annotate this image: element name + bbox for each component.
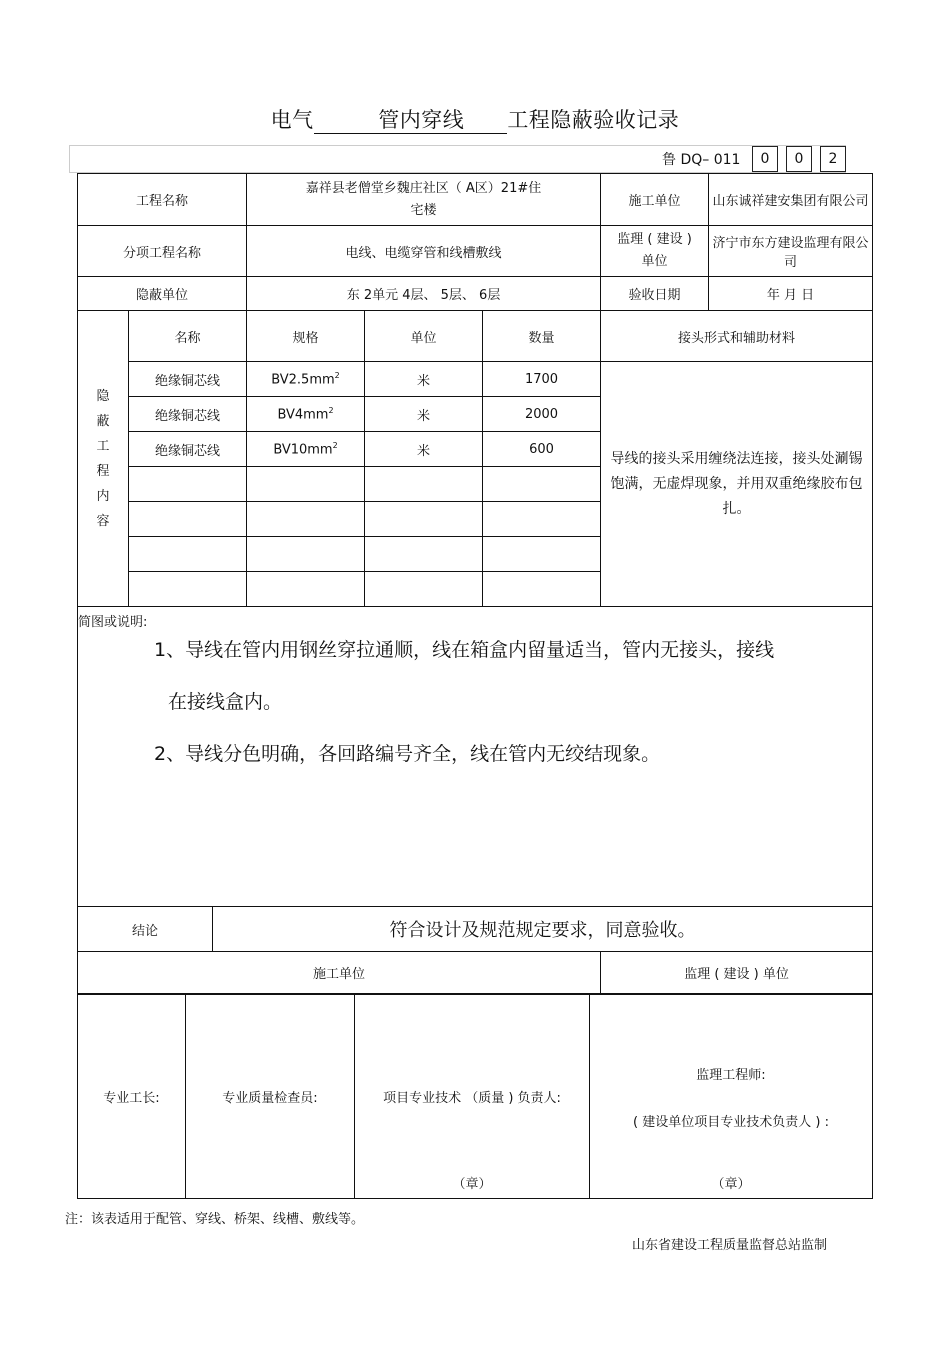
code-box-1: 0 — [752, 146, 778, 172]
empty-cell — [483, 572, 601, 607]
row-2-spec: $BV4mm^2$ — [247, 397, 365, 432]
code-box-3: 2 — [820, 146, 846, 172]
title-prefix: 电气 — [270, 108, 314, 132]
empty-cell — [129, 537, 247, 572]
empty-cell — [247, 572, 365, 607]
header-qty: 数量 — [483, 311, 601, 362]
seal-contractor: （章） — [452, 1177, 492, 1192]
header-joint: 接头形式和辅助材料 — [601, 311, 873, 362]
row-1-name: 绝缘铜芯线 — [129, 362, 247, 397]
joint-description: 导线的接头采用缠绕法连接，接头处涮锡饱满，无虚焊现象，并用双重绝缘胶布包扎。 — [601, 362, 873, 607]
row-3-spec: $BV10mm^2$ — [247, 432, 365, 467]
acceptance-table — [77, 173, 873, 994]
row-1-spec: $BV2.5mm^2$ — [247, 362, 365, 397]
empty-cell — [365, 537, 483, 572]
empty-cell — [365, 572, 483, 607]
supervisor-name: 济宁市东方建设监理有限公司 — [709, 226, 873, 277]
notes-body — [78, 624, 872, 780]
title-item: 管内穿线 — [314, 107, 508, 134]
empty-cell — [129, 572, 247, 607]
signature-table — [77, 994, 873, 1199]
conclusion-text: 符合设计及规范规定要求，同意验收。 — [213, 907, 873, 952]
row-3-unit: 米 — [365, 432, 483, 467]
supervisor-header: 监理 ( 建设 ) 单位 — [601, 952, 873, 994]
conclusion-label: 结论 — [78, 907, 213, 952]
note-1-cont: 在接线盒内。 — [168, 691, 283, 713]
empty-cell — [365, 467, 483, 502]
empty-cell — [129, 502, 247, 537]
notes-label: 简图或说明: — [78, 615, 148, 630]
footer-issuer: 山东省建设工程质量监督总站监制 — [632, 1238, 828, 1253]
contractor-header: 施工单位 — [78, 952, 601, 994]
header-name: 名称 — [129, 311, 247, 362]
empty-cell — [483, 467, 601, 502]
project-name: 嘉祥县老僧堂乡魏庄社区（ A区）21#住 宅楼 — [247, 174, 601, 226]
row-1-unit: 米 — [365, 362, 483, 397]
supervisor-label: 监理 ( 建设 ) 单位 — [601, 226, 709, 277]
contractor-name: 山东诚祥建安集团有限公司 — [709, 174, 873, 226]
header-unit: 单位 — [365, 311, 483, 362]
date-value: 年 月 日 — [709, 277, 873, 311]
empty-cell — [247, 537, 365, 572]
page-title — [0, 104, 950, 134]
row-2-name: 绝缘铜芯线 — [129, 397, 247, 432]
empty-cell — [129, 467, 247, 502]
code-box-2: 0 — [786, 146, 812, 172]
owner-rep-sign: ( 建设单位项目专业技术负责人 ) : — [633, 1114, 829, 1130]
note-1: 1、导线在管内用钢丝穿拉通顺，线在箱盒内留量适当，管内无接头，接线 — [154, 639, 775, 661]
date-label: 验收日期 — [601, 277, 709, 311]
hidden-unit-label: 隐蔽单位 — [78, 277, 247, 311]
empty-cell — [247, 467, 365, 502]
row-2-qty: 2000 — [483, 397, 601, 432]
row-1-qty: 1700 — [483, 362, 601, 397]
sub-project-label: 分项工程名称 — [78, 226, 247, 277]
tech-lead-sign: 项目专业技术 （质量 ) 负责人: （章） — [355, 995, 590, 1199]
inspector-sign: 专业质量检查员: — [186, 995, 355, 1199]
header-spec: 规格 — [247, 311, 365, 362]
project-name-label: 工程名称 — [78, 174, 247, 226]
notes-section — [78, 607, 873, 907]
title-suffix: 工程隐蔽验收记录 — [507, 108, 680, 132]
foreman-sign: 专业工长: — [78, 995, 186, 1199]
note-2: 2、导线分色明确，各回路编号齐全，线在管内无绞结现象。 — [154, 743, 661, 765]
empty-cell — [365, 502, 483, 537]
engineer-sign: 监理工程师: ( 建设单位项目专业技术负责人 ) : （章） — [590, 995, 873, 1199]
row-3-qty: 600 — [483, 432, 601, 467]
row-2-unit: 米 — [365, 397, 483, 432]
empty-cell — [483, 502, 601, 537]
sub-project-name: 电线、电缆穿管和线槽敷线 — [247, 226, 601, 277]
seal-supervisor: （章） — [711, 1177, 751, 1192]
form-code: 鲁 DQ– 011 — [662, 152, 741, 168]
hidden-unit: 东 2单元 4层、 5层、 6层 — [247, 277, 601, 311]
row-3-name: 绝缘铜芯线 — [129, 432, 247, 467]
footer-note: 注：该表适用于配管、穿线、桥架、线槽、敷线等。 — [65, 1212, 365, 1227]
empty-cell — [483, 537, 601, 572]
empty-cell — [247, 502, 365, 537]
contractor-label: 施工单位 — [601, 174, 709, 226]
hidden-content-label: 隐 蔽 工 程 内 容 — [78, 311, 129, 607]
